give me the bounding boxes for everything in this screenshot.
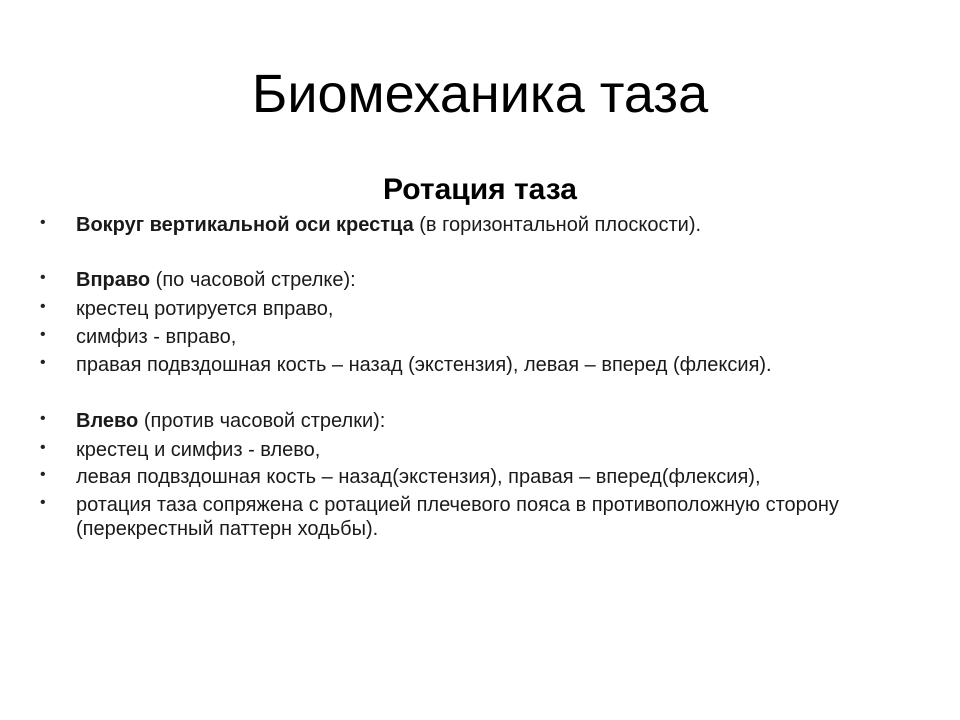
item-text: (против часовой стрелки): <box>138 410 386 432</box>
list-item <box>40 465 926 489</box>
item-text: крестец ротируется вправо, <box>76 298 334 320</box>
list-item <box>40 268 926 292</box>
list-item <box>40 353 926 377</box>
bullet-icon: • <box>40 410 46 427</box>
bullet-icon: • <box>40 298 46 315</box>
list-item <box>40 325 926 349</box>
item-bold-text: Вправо <box>76 269 151 291</box>
list-item <box>40 213 926 237</box>
item-text: крестец и симфиз - влево, <box>76 439 321 461</box>
list-item <box>40 409 926 433</box>
item-bold-text: Влево <box>76 410 139 432</box>
item-bold-text: Вокруг вертикальной оси крестца <box>76 214 414 236</box>
item-text: левая подвздошная кость – назад(экстензия), правая – вперед(флексия), <box>76 466 761 488</box>
list-item <box>40 493 926 541</box>
bullet-icon: • <box>40 494 46 511</box>
bullet-icon: • <box>40 354 46 371</box>
list-item <box>40 297 926 321</box>
bullet-icon: • <box>40 326 46 343</box>
bullet-icon: • <box>40 269 46 286</box>
bullet-icon: • <box>40 439 46 456</box>
bullet-icon: • <box>40 466 46 483</box>
slide-title: Биомеханика таза <box>251 64 709 124</box>
item-text: (по часовой стрелке): <box>150 269 356 291</box>
item-text: (в горизонтальной плоскости). <box>413 214 702 236</box>
list-item <box>40 438 926 462</box>
bullet-icon: • <box>40 214 46 231</box>
slide-subtitle: Ротация таза <box>383 173 577 206</box>
item-text: ротация таза сопряжена с ротацией плечевого пояса в противоположную сторону (перекрестный паттерн ходьбы). <box>76 494 839 540</box>
item-text: правая подвздошная кость – назад (экстензия), левая – вперед (флексия). <box>76 354 772 376</box>
item-text: симфиз - вправо, <box>76 326 237 348</box>
